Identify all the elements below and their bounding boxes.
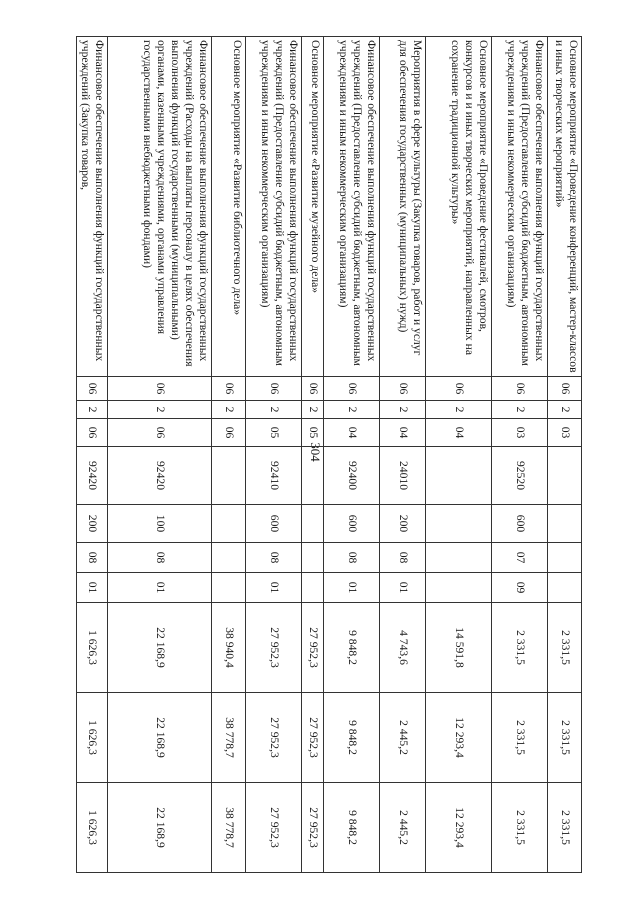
code-cell: 08 [380, 543, 426, 573]
table-body [77, 37, 582, 873]
amount-cell: 38 778,7 [212, 693, 246, 783]
code-cell [426, 447, 492, 505]
code-cell: 01 [324, 573, 380, 603]
code-cell: 07 [492, 543, 548, 573]
amount-cell: 2 331,5 [492, 783, 548, 873]
amount-cell: 2 331,5 [548, 693, 582, 783]
table-row [548, 37, 582, 873]
amount-cell: 27 952,3 [302, 603, 324, 693]
code-cell: 2 [108, 401, 212, 419]
table-row [324, 37, 380, 873]
amount-cell: 38 778,7 [212, 783, 246, 873]
code-cell: 06 [108, 419, 212, 447]
table-row [492, 37, 548, 873]
code-cell: 200 [77, 505, 108, 543]
row-name-cell: Финансовое обеспечение выполнения функций государственных учреждений (Расходы на выплаты персоналу в целях обеспечения выполнения функций государственными (муниципальными) органами, казенными учреждениями, органами управления государственными внебюджетными фондами) [108, 37, 212, 377]
row-name-cell: Основное мероприятие «Развитие музейного дела» [302, 37, 324, 377]
page-number: 304 [308, 442, 323, 462]
rotated-table-wrapper [79, 36, 582, 872]
row-name-cell: Финансовое обеспечение выполнения функций государственных учреждений (Предоставление субсидий бюджетным, автономным учреждениям и иным некоммерческим организациям) [492, 37, 548, 377]
code-cell: 06 [492, 377, 548, 401]
code-cell: 03 [492, 419, 548, 447]
code-cell [426, 573, 492, 603]
amount-cell: 2 331,5 [492, 693, 548, 783]
code-cell: 09 [492, 573, 548, 603]
amount-cell: 22 168,9 [108, 783, 212, 873]
code-cell: 06 [548, 377, 582, 401]
code-cell: 2 [246, 401, 302, 419]
amount-cell: 12 293,4 [426, 783, 492, 873]
amount-cell: 22 168,9 [108, 603, 212, 693]
code-cell: 2 [77, 401, 108, 419]
table-row [108, 37, 212, 873]
document-page [79, 36, 582, 872]
code-cell: 08 [108, 543, 212, 573]
code-cell: 2 [426, 401, 492, 419]
amount-cell: 38 940,4 [212, 603, 246, 693]
row-name-cell: Финансовое обеспечение выполнения функций государственных учреждений (Предоставление субсидий бюджетным, автономным учреждениям и иным некоммерческим организациям) [246, 37, 302, 377]
code-cell: 06 [212, 419, 246, 447]
code-cell: 92410 [246, 447, 302, 505]
code-cell: 06 [108, 377, 212, 401]
table-row [246, 37, 302, 873]
code-cell [426, 505, 492, 543]
code-cell: 01 [380, 573, 426, 603]
code-cell [548, 505, 582, 543]
code-cell [212, 543, 246, 573]
code-cell [426, 543, 492, 573]
code-cell [548, 573, 582, 603]
amount-cell: 1 626,3 [77, 693, 108, 783]
row-name-cell: Мероприятия в сфере культуры (Закупка товаров, работ и услуг для обеспечения государственных (муниципальных) нужд) [380, 37, 426, 377]
code-cell: 06 [426, 377, 492, 401]
row-name-cell: Основное мероприятие «Проведение конференций, мастер-классов и иных творческих мероприятий» [548, 37, 582, 377]
code-cell [302, 505, 324, 543]
code-cell: 04 [426, 419, 492, 447]
amount-cell: 2 445,2 [380, 693, 426, 783]
amount-cell: 9 848,2 [324, 603, 380, 693]
code-cell: 600 [324, 505, 380, 543]
row-name-cell: Основное мероприятие «Развитие библиотечного дела» [212, 37, 246, 377]
code-cell: 100 [108, 505, 212, 543]
code-cell: 600 [492, 505, 548, 543]
amount-cell: 22 168,9 [108, 693, 212, 783]
budget-table [76, 36, 582, 873]
code-cell: 01 [246, 573, 302, 603]
code-cell: 05 [302, 419, 324, 447]
code-cell: 2 [380, 401, 426, 419]
amount-cell: 2 331,5 [548, 603, 582, 693]
code-cell [302, 543, 324, 573]
row-name-cell: Финансовое обеспечение выполнения функций государственных учреждений (Закупка товаров, [77, 37, 108, 377]
code-cell: 01 [108, 573, 212, 603]
amount-cell: 4 743,6 [380, 603, 426, 693]
table-row [302, 37, 324, 873]
code-cell: 92520 [492, 447, 548, 505]
code-cell: 08 [77, 543, 108, 573]
code-cell: 01 [77, 573, 108, 603]
code-cell: 08 [324, 543, 380, 573]
code-cell: 06 [77, 419, 108, 447]
code-cell: 2 [492, 401, 548, 419]
code-cell: 2 [302, 401, 324, 419]
amount-cell: 9 848,2 [324, 693, 380, 783]
code-cell: 05 [246, 419, 302, 447]
code-cell: 2 [212, 401, 246, 419]
amount-cell: 27 952,3 [246, 783, 302, 873]
code-cell: 24010 [380, 447, 426, 505]
code-cell: 06 [77, 377, 108, 401]
table-row [380, 37, 426, 873]
amount-cell: 14 591,8 [426, 603, 492, 693]
table-row [77, 37, 108, 873]
amount-cell: 2 331,5 [492, 603, 548, 693]
code-cell: 2 [548, 401, 582, 419]
code-cell [302, 447, 324, 505]
amount-cell: 27 952,3 [302, 693, 324, 783]
code-cell: 92420 [77, 447, 108, 505]
table-row [212, 37, 246, 873]
amount-cell: 27 952,3 [246, 603, 302, 693]
row-name-cell: Основное мероприятие «Проведение фестивалей, смотров, конкурсов и и иных творческих мероприятий, направленных на сохранение традиционной культуры» [426, 37, 492, 377]
amount-cell: 2 445,2 [380, 783, 426, 873]
code-cell: 06 [324, 377, 380, 401]
code-cell: 06 [380, 377, 426, 401]
amount-cell: 2 331,5 [548, 783, 582, 873]
code-cell [212, 573, 246, 603]
amount-cell: 1 626,3 [77, 603, 108, 693]
code-cell: 03 [548, 419, 582, 447]
code-cell: 600 [246, 505, 302, 543]
code-cell: 04 [324, 419, 380, 447]
code-cell: 92400 [324, 447, 380, 505]
code-cell: 06 [302, 377, 324, 401]
amount-cell: 27 952,3 [246, 693, 302, 783]
code-cell: 06 [246, 377, 302, 401]
amount-cell: 1 626,3 [77, 783, 108, 873]
amount-cell: 9 848,2 [324, 783, 380, 873]
code-cell: 200 [380, 505, 426, 543]
amount-cell: 27 952,3 [302, 783, 324, 873]
code-cell [302, 573, 324, 603]
code-cell: 04 [380, 419, 426, 447]
table-row [426, 37, 492, 873]
code-cell: 06 [212, 377, 246, 401]
code-cell [212, 447, 246, 505]
row-name-cell: Финансовое обеспечение выполнения функций государственных учреждений (Предоставление субсидий бюджетным, автономным учреждениям и иным некоммерческим организациям) [324, 37, 380, 377]
code-cell [548, 543, 582, 573]
code-cell: 2 [324, 401, 380, 419]
code-cell: 92420 [108, 447, 212, 505]
code-cell [212, 505, 246, 543]
code-cell [548, 447, 582, 505]
code-cell: 08 [246, 543, 302, 573]
amount-cell: 12 293,4 [426, 693, 492, 783]
